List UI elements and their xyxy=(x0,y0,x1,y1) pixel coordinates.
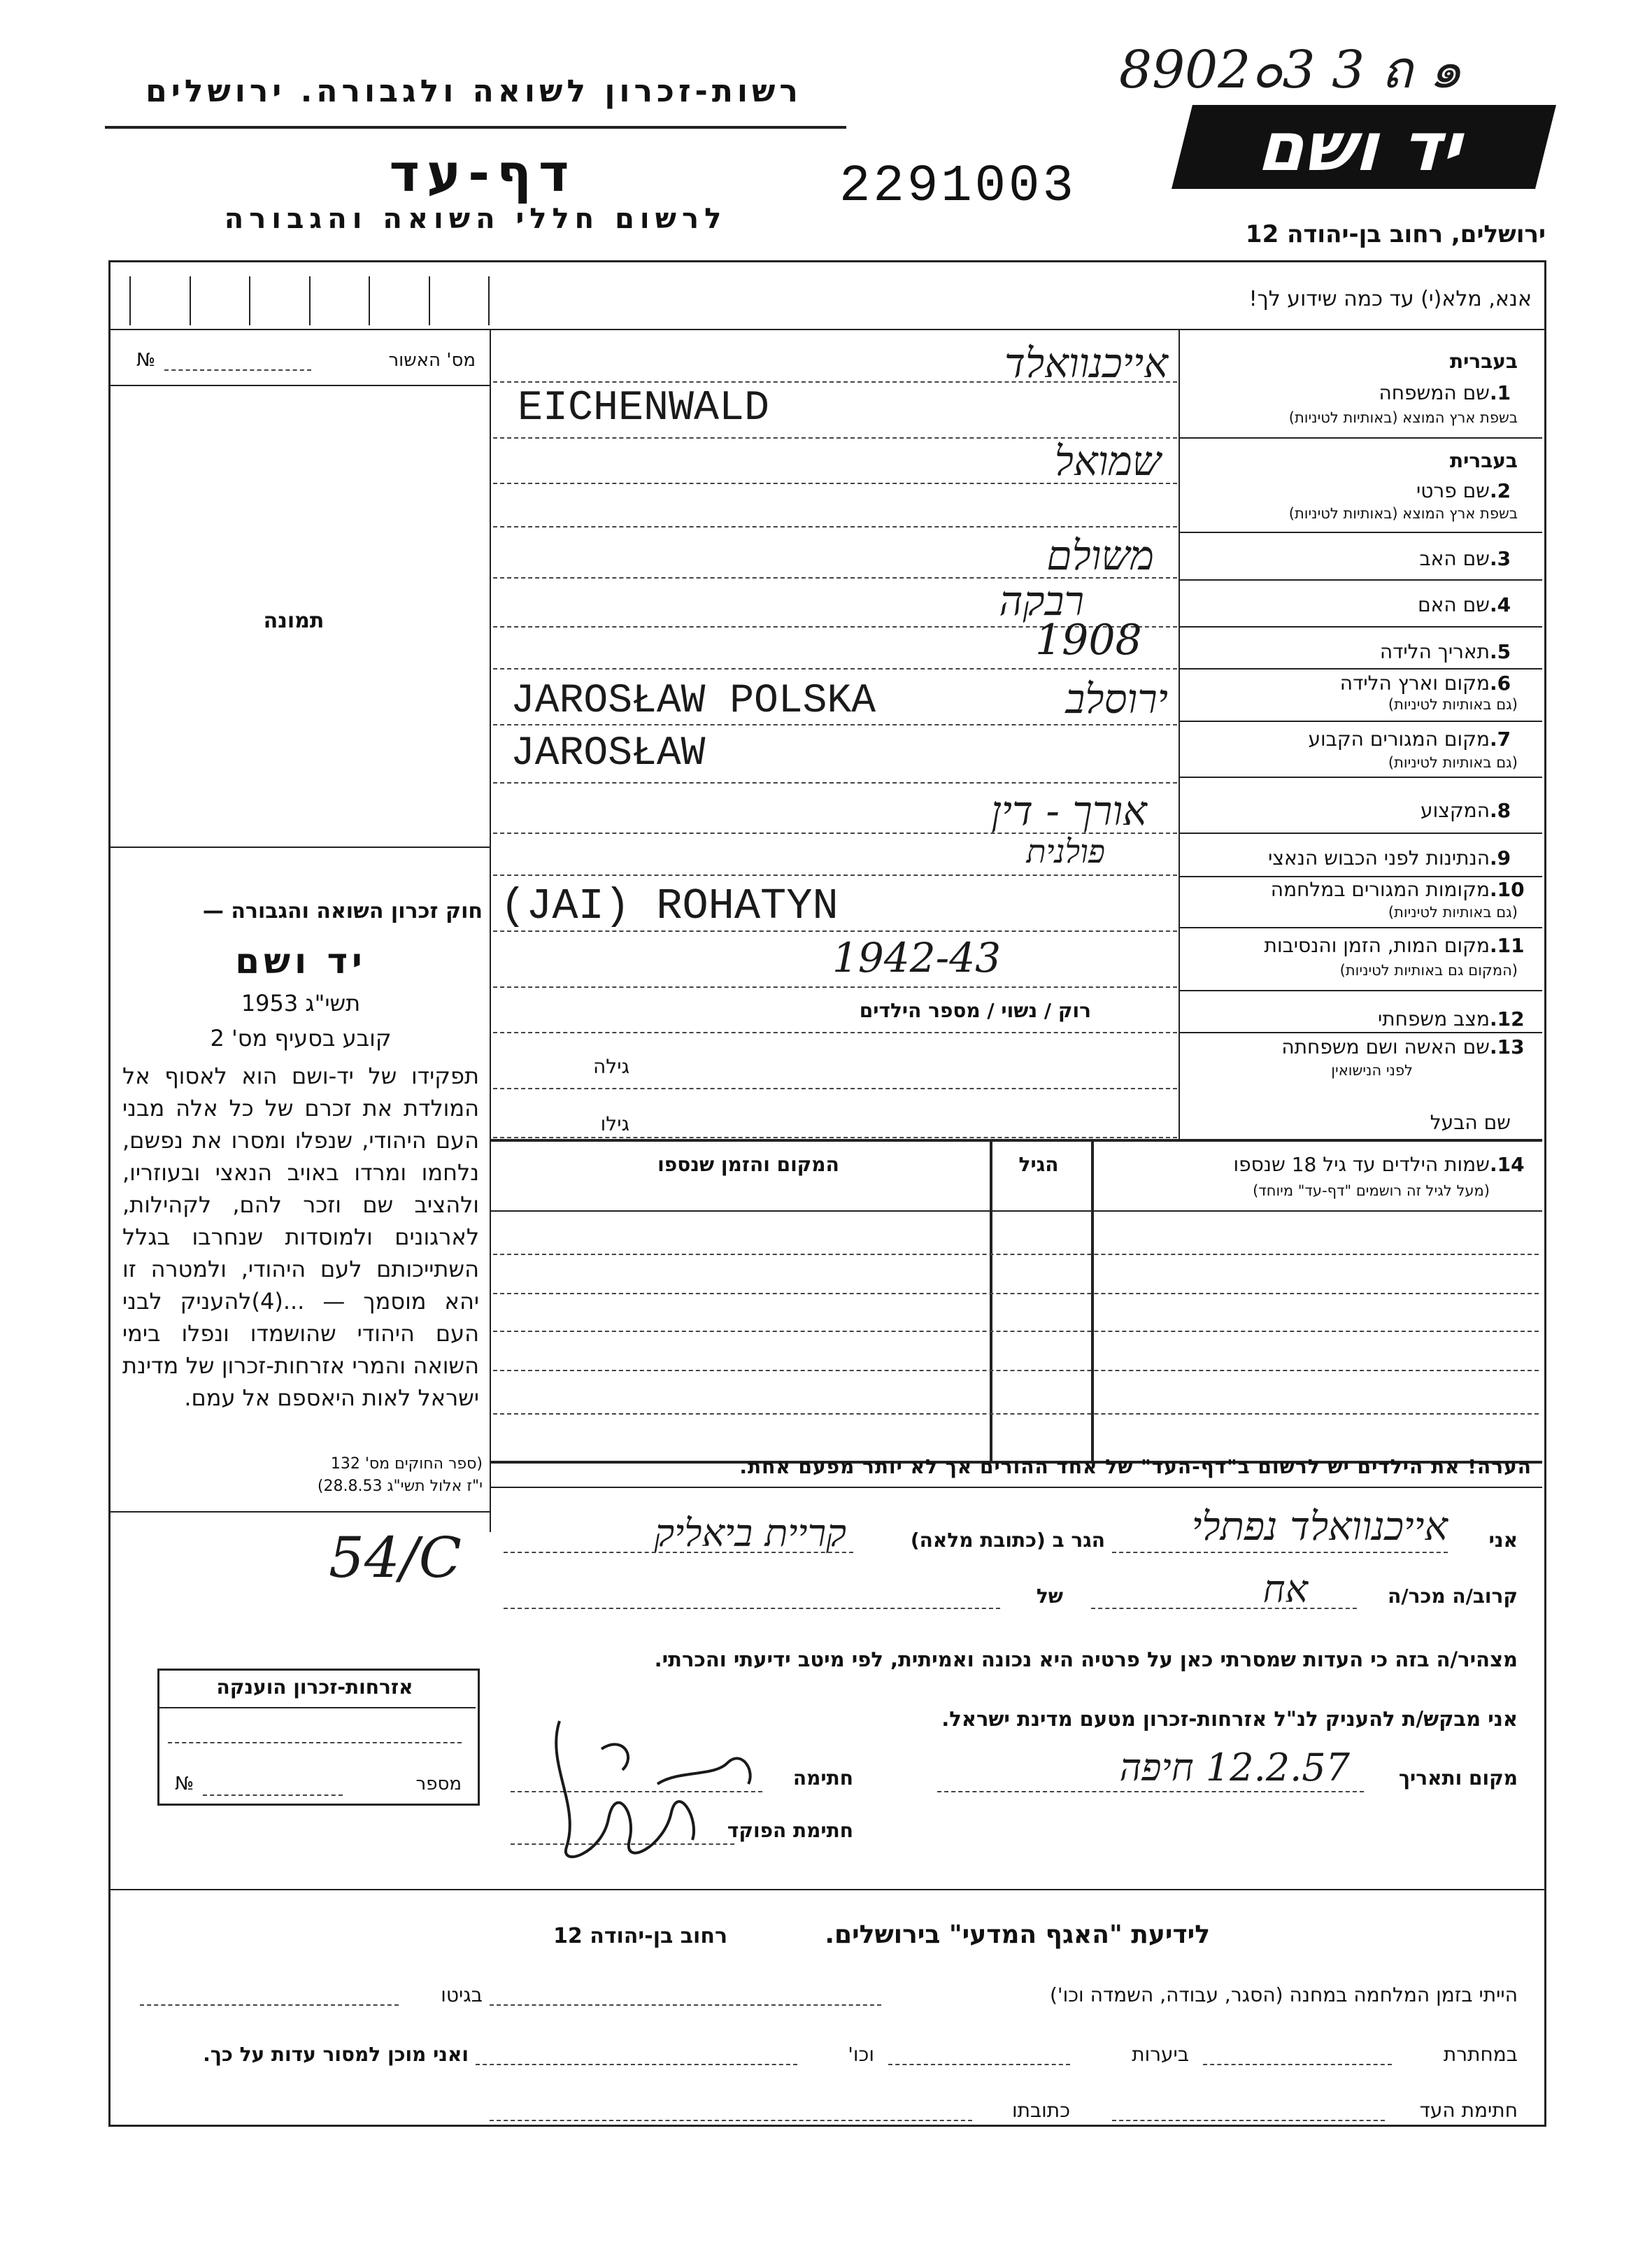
field-14-sub: (מעל לגיל זה רושמים "דף-עד" מיוחד) xyxy=(1253,1182,1490,1199)
field-9-label: הנתינות לפני הכבוש הנאצי xyxy=(1268,847,1490,870)
field-10-divider xyxy=(1179,927,1542,928)
field-13-line-b xyxy=(493,1137,1177,1138)
yad-vashem-logo: יד ושם xyxy=(1172,105,1556,189)
field-12-divider xyxy=(1179,1032,1542,1033)
field-1-value-hebrew: אייכנוואלד xyxy=(1004,339,1168,387)
field-1-divider xyxy=(1179,437,1542,439)
citizenship-number-line xyxy=(203,1794,343,1796)
field-1-label: שם המשפחה xyxy=(1379,381,1490,404)
citizenship-line-1 xyxy=(168,1742,462,1743)
citizenship-divider xyxy=(159,1707,476,1708)
place-date-line xyxy=(937,1791,1364,1792)
declaration-lives-line xyxy=(504,1552,853,1553)
field-6-divider xyxy=(1179,721,1542,722)
field-1-number: 1. xyxy=(1490,381,1511,404)
remark-text: הערה! את הילדים יש לרשום ב"דף-העד" של אחד ההורים אך לא יותר מפעם אחת. xyxy=(739,1455,1532,1478)
declaration-i-label: אני xyxy=(1488,1529,1518,1552)
field-5-label: תאריך הלידה xyxy=(1379,640,1490,663)
law-body: תפקידו של יד-ושם הוא לאסוף אל המולדת את זכרם של כל אלה מבני העם היהודי, שנפלו ומסרו את נפשם, נלחמו ומרדו באויב הנאצי ובעוזריו, ולהציב שם וזכר להם, לקהילות, לארגונים ולמוסדות שנחרבו בגלל השתייכותם לעם היהודי, ולמטרה זו יהא מוסמך — ...(4)להעניק לבני העם היהודי שהושמדו ונפלו בימי השואה והמרי אזרחות-זכרון של מדינת ישראל לאות היאספם אל עמם. xyxy=(122,1063,480,1411)
photo-label: תמונה xyxy=(263,609,325,633)
declaration-of-label: של xyxy=(1036,1585,1063,1608)
footer-line1-ghetto: בגיטו xyxy=(441,1983,483,2006)
field-13-number: 13. xyxy=(1490,1035,1525,1058)
field-2-number: 2. xyxy=(1490,479,1511,502)
field-3-label: שם האב xyxy=(1419,547,1490,570)
intro-text: אנא, מלא(י) עד כמה שידוע לך! xyxy=(1248,287,1532,311)
field-6-line xyxy=(493,724,1177,725)
field-13-sub: לפני הנישואין xyxy=(1331,1062,1413,1079)
field-14-col-place: המקום והזמן שנספו xyxy=(657,1153,839,1176)
label-column-border xyxy=(1179,329,1180,1140)
field-14-col-line-2 xyxy=(1091,1139,1094,1461)
field-9-value: פולנית xyxy=(1026,833,1105,870)
field-3-number: 3. xyxy=(1490,547,1511,570)
field-13-age-wife: גילה xyxy=(592,1055,629,1078)
field-6-value-hebrew: ירוסלב xyxy=(1065,675,1168,723)
footer-line3-address: כתובתו xyxy=(1011,2099,1070,2122)
field-6-value-latin: JAROSŁAW POLSKA xyxy=(511,679,876,724)
field-10-line xyxy=(493,930,1177,932)
photo-column-border xyxy=(490,329,491,1532)
footer-line2-etc-field xyxy=(476,2064,797,2065)
field-1-sub: בשפת ארץ המוצא (באותיות לטיניות) xyxy=(1288,409,1518,426)
footer-line3-witness-field xyxy=(1112,2120,1385,2121)
approval-line xyxy=(164,369,311,371)
field-14-header-line xyxy=(490,1210,1542,1212)
field-9-divider xyxy=(1179,876,1542,877)
law-reference-2: י"ז אלול תשי"ג 28.8.53) xyxy=(317,1478,483,1495)
footer-line1-camp-field xyxy=(490,2004,881,2006)
field-14-row-4 xyxy=(493,1370,1539,1371)
place-date-value: 12.2.57 חיפה xyxy=(1119,1745,1350,1790)
citizenship-number-label: מספר xyxy=(415,1773,462,1794)
field-3-value: משולם xyxy=(1046,532,1154,579)
place-date-label: מקום ותאריך xyxy=(1398,1766,1518,1790)
handwritten-note: 54/C xyxy=(329,1525,462,1590)
law-bottom-line xyxy=(108,1511,490,1513)
footer-line1-ghetto-field xyxy=(140,2004,399,2006)
declaration-lives-label: הגר ב (כתובת מלאה) xyxy=(910,1529,1105,1552)
form-title: דף-עד xyxy=(389,143,576,204)
field-2-sub: בשפת ארץ המוצא (באותיות לטיניות) xyxy=(1288,505,1518,522)
citizenship-title: אזרחות-זכרון הוענקה xyxy=(216,1676,413,1699)
field-7-sub: (גם באותיות לטיניות) xyxy=(1388,754,1518,771)
field-12-options: רוק / נשוי / מספר הילדים xyxy=(859,999,1091,1022)
footer-divider xyxy=(108,1889,1544,1890)
declaration-relative-line xyxy=(1091,1608,1357,1609)
footer-line2-testify: ואני מוכן למסור עדות על כך. xyxy=(203,2043,469,2066)
footer-line2-etc: וכו' xyxy=(848,2043,874,2066)
footer-heading: לידיעת "האגף המדעי" בירושלים. xyxy=(825,1920,1210,1949)
footer-line3-witness: חתימת העד xyxy=(1419,2099,1518,2122)
field-5-divider xyxy=(1179,668,1542,670)
field-4-number: 4. xyxy=(1490,593,1511,616)
field-5-line xyxy=(493,668,1177,670)
field-3-divider xyxy=(1179,579,1542,581)
field-2-line-a xyxy=(493,483,1177,484)
field-14-row-5 xyxy=(493,1413,1539,1415)
field-11-label: מקום המות, הזמן והנסיבות xyxy=(1264,934,1490,957)
field-11-sub: (המקום גם באותיות לטיניות) xyxy=(1339,962,1518,979)
field-11-value: 1942-43 xyxy=(832,934,1002,982)
field-12-label: מצב משפחתי xyxy=(1377,1007,1490,1031)
field-4-value: רבקה xyxy=(999,577,1084,625)
approval-label: מס' האשור xyxy=(388,350,476,371)
field-12-line xyxy=(493,1032,1177,1033)
field-2-divider xyxy=(1179,532,1542,533)
field-5-value: 1908 xyxy=(1035,616,1142,665)
field-10-label: מקומות המגורים במלחמה xyxy=(1270,878,1490,901)
hebrew-label-1: בעברית xyxy=(1449,350,1518,373)
remark-underline xyxy=(490,1487,1542,1488)
field-11-number: 11. xyxy=(1490,934,1525,957)
field-1-line-a xyxy=(493,381,1177,383)
field-7-line xyxy=(493,782,1177,784)
field-6-sub: (גם באותיות לטיניות) xyxy=(1388,696,1518,713)
declaration-of-line xyxy=(504,1608,1000,1609)
code-boxes xyxy=(129,276,490,325)
field-8-number: 8. xyxy=(1490,799,1511,822)
field-7-value: JAROSŁAW xyxy=(511,731,706,777)
field-7-label: מקום המגורים הקבוע xyxy=(1308,728,1490,751)
citizenship-no-symbol: № xyxy=(175,1773,194,1794)
field-8-divider xyxy=(1179,833,1542,834)
law-title: חוק זכרון השואה והגבורה — xyxy=(202,899,483,923)
field-12-number: 12. xyxy=(1490,1007,1525,1031)
field-10-value: (JAI) ROHATYN xyxy=(500,881,839,931)
field-14-label: שמות הילדים עד גיל 18 שנספו xyxy=(1233,1153,1490,1176)
field-14-row-3 xyxy=(493,1331,1539,1332)
field-8-label: המקצוע xyxy=(1420,799,1490,822)
field-13-husband: שם הבעל xyxy=(1430,1111,1511,1134)
field-14-row-2 xyxy=(493,1293,1539,1294)
field-2-line-b xyxy=(493,526,1177,527)
declaration-statement: מצהיר/ה בזה כי העדות שמסרתי כאן על פרטיה היא נכונה ואמיתית, לפי מיטב ידיעתי והכרתי. xyxy=(654,1648,1518,1671)
field-6-label: מקום וארץ הלידה xyxy=(1339,672,1490,695)
field-13-divider xyxy=(490,1139,1542,1142)
declaration-request: אני מבקש/ת להעניק לנ"ל אזרחות-זכרון מטעם מדינת ישראל. xyxy=(941,1707,1518,1731)
declaration-relative-label: קרוב/ה מכר/ה xyxy=(1388,1585,1518,1608)
no-symbol: № xyxy=(136,350,156,371)
declaration-i-value: אייכנוואלד נפתלי xyxy=(1191,1504,1448,1550)
field-14-row-1 xyxy=(493,1254,1539,1255)
field-2-value: שמואל xyxy=(1054,437,1161,485)
field-11-line xyxy=(493,986,1177,988)
field-1-value-latin: EICHENWALD xyxy=(518,385,770,432)
footer-line2-forests-field xyxy=(888,2064,1070,2065)
form-number: 2291003 xyxy=(839,157,1076,216)
handwritten-reference: 8902๐3 3 ถ ๑ xyxy=(1119,40,1462,100)
field-8-value: אורך - דין xyxy=(990,787,1147,835)
field-6-number: 6. xyxy=(1490,672,1511,695)
declaration-i-line xyxy=(1112,1552,1448,1553)
field-7-divider xyxy=(1179,777,1542,778)
field-13-age-husband: גילו xyxy=(600,1112,629,1135)
law-clause: קובע בסעיף מס' 2 xyxy=(210,1025,392,1051)
field-14-number: 14. xyxy=(1490,1153,1525,1176)
photo-bottom-line xyxy=(108,847,490,848)
hebrew-label-2: בעברית xyxy=(1449,449,1518,472)
footer-line3-address-field xyxy=(490,2120,972,2121)
field-13-line xyxy=(493,1088,1177,1089)
field-4-divider xyxy=(1179,626,1542,628)
field-9-line xyxy=(493,874,1177,876)
declaration-lives-value: קריית ביאליק xyxy=(654,1511,846,1555)
header-address: ירושלים, רחוב בן-יהודה 12 xyxy=(1245,220,1546,248)
footer-line2-underground: במחתרת xyxy=(1443,2043,1518,2066)
handwritten-signature xyxy=(518,1707,783,1875)
footer-line1-camp: הייתי בזמן המלחמה במחנה (הסגר, עבודה, השמדה וכו') xyxy=(1049,1983,1518,2006)
field-5-number: 5. xyxy=(1490,640,1511,663)
field-11-divider xyxy=(1179,990,1542,991)
signature-label: חתימה xyxy=(792,1766,853,1790)
authority-underline xyxy=(105,126,846,129)
field-14-col-line-1 xyxy=(990,1139,992,1461)
footer-address: רחוב בן-יהודה 12 xyxy=(553,1924,727,1948)
law-reference-1: (ספר החוקים מס' 132 xyxy=(330,1455,483,1473)
field-13-label: שם האשה ושם משפחתה xyxy=(1281,1035,1490,1058)
law-year: תשי"ג 1953 xyxy=(241,990,361,1017)
field-7-number: 7. xyxy=(1490,728,1511,751)
field-4-label: שם האם xyxy=(1418,593,1490,616)
declaration-relative-value: אח xyxy=(1262,1567,1308,1611)
field-10-sub: (גם באותיות לטיניות) xyxy=(1388,904,1518,921)
field-14-col-age: הגיל xyxy=(1018,1153,1059,1176)
authority-title: רשות-זכרון לשואה ולגבורה. ירושלים xyxy=(145,73,802,109)
law-org: יד ושם xyxy=(235,941,366,982)
footer-line2-underground-field xyxy=(1203,2064,1392,2065)
footer-line2-forests: ביערות xyxy=(1132,2043,1189,2066)
photo-top-line xyxy=(108,385,490,386)
field-10-number: 10. xyxy=(1490,878,1525,901)
form-subtitle: לרשום חללי השואה והגבורה xyxy=(224,203,727,235)
intro-divider xyxy=(108,329,1544,330)
field-9-number: 9. xyxy=(1490,847,1511,870)
field-2-label: שם פרטי xyxy=(1416,479,1490,502)
officer-signature-label: חתימת הפוקד xyxy=(727,1819,853,1842)
